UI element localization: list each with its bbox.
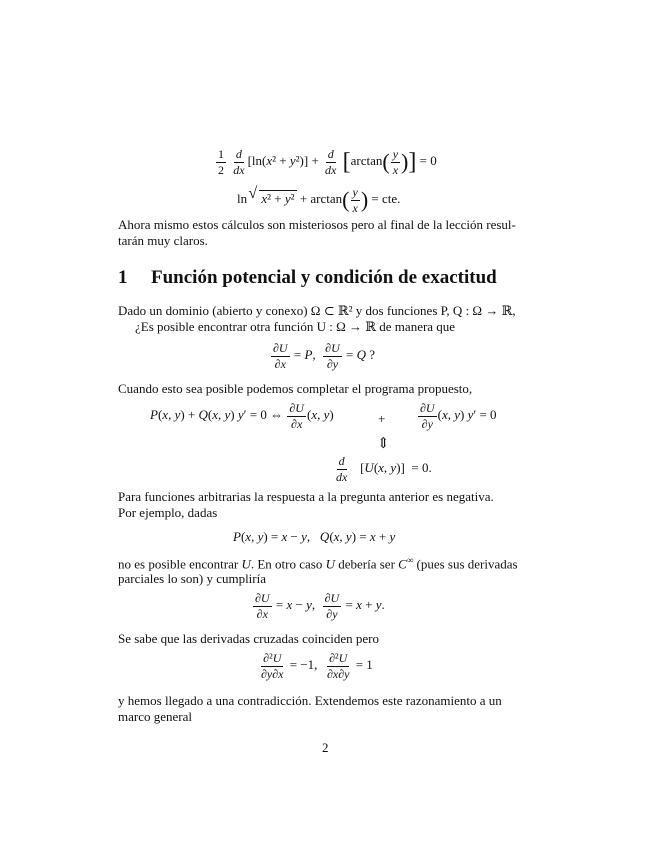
equation-program-left: P(x, y) + Q(x, y) y′ = 0 ⇔ $\frac{\partial U}{\partial x}$ (x, y) xyxy=(150,401,334,431)
equation-program-right: $\frac{\partial U}{\partial y}$ (x, y) y′ = 0 xyxy=(420,401,497,431)
paragraph-2-line-2: ¿Es posible encontrar otra función U : Ω → ℝ de manera que xyxy=(135,319,456,334)
equation-top-2: ln √ x² + y² + arctan( $\frac{y}{x}$ ) = cte. xyxy=(237,186,400,214)
section-number: 1 xyxy=(118,267,128,288)
equation-derivatives: $\frac{\partial U}{\partial x}$ = x − y, $\frac{\partial U}{\partial y}$ = x + y. xyxy=(255,591,385,621)
paragraph-1-line-1: Ahora mismo estos cálculos son misteriosos pero al final de la lección resul- xyxy=(118,217,516,232)
equation-question: $\frac{\partial U}{\partial x}$ = P, $\frac{\partial U}{\partial y}$ = Q ? xyxy=(273,341,376,371)
equation-program-plus: + xyxy=(378,411,386,426)
equivalence-arrow: ⇕ xyxy=(377,436,390,452)
equation-top-1: $\frac{1}{2}$ $\frac{d}{dx}$ [ln(x² + y²)] + $\frac{d}{dx}$ [arctan( $\frac{y}{x}$ )] = 0 xyxy=(218,147,437,177)
paragraph-2-line-1: Dado un dominio (abierto y conexo) Ω ⊂ ℝ² y dos funciones P, Q : Ω → ℝ, xyxy=(118,303,516,318)
page-number: 2 xyxy=(322,740,329,755)
paragraph-6: Se sabe que las derivadas cruzadas coinciden pero xyxy=(118,631,379,646)
paragraph-7-line-2: marco general xyxy=(118,709,192,724)
paragraph-4-line-2: Por ejemplo, dadas xyxy=(118,505,218,520)
paragraph-5-line-2: parciales lo son) y cumpliría xyxy=(118,571,267,586)
equation-cross-derivatives: $\frac{\text{∂²U}}{\partial y\partial x}$ = −1, $\frac{\text{∂²U}}{\partial x\partial y}$ = 1 xyxy=(261,651,373,681)
paragraph-1-line-2: tarán muy claros. xyxy=(118,233,208,248)
section-heading xyxy=(118,268,497,287)
paragraph-7-line-1: y hemos llegado a una contradicción. Extendemos este razonamiento a un xyxy=(118,693,502,708)
section-title: Función potencial y condición de exactitud xyxy=(151,267,497,288)
paragraph-5-line-1: no es posible encontrar U. En otro caso U debería ser C∞ (pues sus derivadas xyxy=(118,555,518,572)
paragraph-3: Cuando esto sea posible podemos completar el programa propuesto, xyxy=(118,381,473,396)
paragraph-4-line-1: Para funciones arbitrarias la respuesta a la pregunta anterior es negativa. xyxy=(118,489,494,504)
equation-program-row-3: $\frac{d}{dx}$ [U(x, y)] = 0. xyxy=(336,454,432,484)
equation-example: P(x, y) = x − y, Q(x, y) = x + y xyxy=(233,529,396,544)
